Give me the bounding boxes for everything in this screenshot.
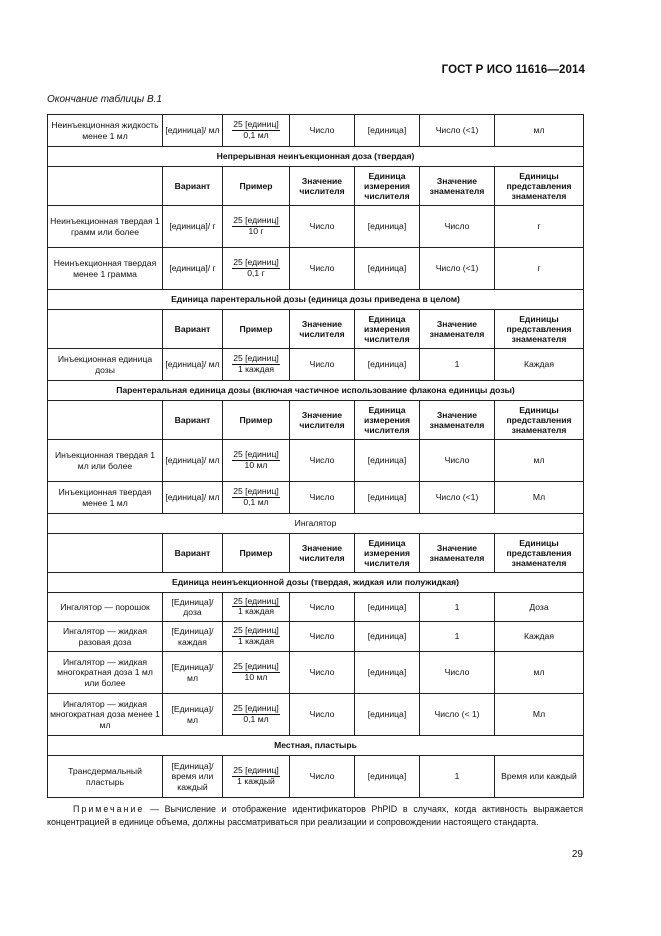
column-header: Значение числителя bbox=[290, 401, 355, 440]
column-header: Значение числителя bbox=[290, 534, 355, 573]
variant-cell: [Единица]/ мл bbox=[163, 652, 223, 694]
example-numerator: 25 [единиц] bbox=[233, 661, 279, 672]
section-title: Единица парентеральной дозы (единица дозы приведена в целом) bbox=[48, 290, 584, 310]
denominator-value-cell: Число bbox=[420, 440, 495, 482]
numerator-unit-cell: [единица] bbox=[355, 206, 420, 248]
column-header: Единицы представления знаменателя bbox=[495, 401, 584, 440]
section-title: Единица неинъекционной дозы (твердая, жидкая или полужидкая) bbox=[48, 573, 584, 593]
column-header: Единицы представления знаменателя bbox=[495, 534, 584, 573]
numerator-unit-cell: [единица] bbox=[355, 622, 420, 652]
denominator-value-cell: 1 bbox=[420, 593, 495, 622]
example-denominator: 10 г bbox=[248, 225, 264, 236]
column-header: Единицы представления знаменателя bbox=[495, 310, 584, 349]
denominator-value-cell: 1 bbox=[420, 756, 495, 798]
example-fraction bbox=[232, 258, 280, 278]
numerator-value-cell: Число bbox=[290, 694, 355, 736]
numerator-unit-cell: [единица] bbox=[355, 482, 420, 514]
column-header: Единица измерения числителя bbox=[355, 401, 420, 440]
example-numerator: 25 [единиц] bbox=[233, 765, 279, 776]
variant-cell: [Единица]/ время или каждый bbox=[163, 756, 223, 798]
example-cell bbox=[223, 756, 290, 798]
variant-cell: [единица]/ мл bbox=[163, 440, 223, 482]
section-title: Ингалятор bbox=[48, 514, 584, 534]
example-fraction bbox=[232, 216, 280, 236]
numerator-value-cell: Число bbox=[290, 206, 355, 248]
column-header-row bbox=[48, 401, 584, 440]
numerator-unit-cell: [единица] bbox=[355, 248, 420, 290]
numerator-value-cell: Число bbox=[290, 593, 355, 622]
document-standard-header: ГОСТ Р ИСО 11616—2014 bbox=[441, 64, 585, 76]
table-row bbox=[48, 593, 584, 622]
header-blank-cell bbox=[48, 167, 163, 206]
table-row bbox=[48, 652, 584, 694]
column-header-row bbox=[48, 534, 584, 573]
example-fraction bbox=[232, 704, 280, 724]
numerator-unit-cell: [единица] bbox=[355, 694, 420, 736]
example-denominator: 1 каждая bbox=[237, 606, 275, 617]
column-header: Значение знаменателя bbox=[420, 534, 495, 573]
note-text: — Вычисление и отображение идентификаторов PhPID в случаях, когда активность выражается концентрацией в единице объема, должны рассматриваться при реализации и сопровождении настоящего стандарта. bbox=[47, 804, 583, 828]
example-cell bbox=[223, 248, 290, 290]
variant-cell: [Единица]/ доза bbox=[163, 593, 223, 622]
table-row bbox=[48, 206, 584, 248]
dosage-form-cell: Ингалятор — жидкая разовая доза bbox=[48, 622, 163, 652]
denominator-unit-cell: Время или каждый bbox=[495, 756, 584, 798]
denominator-unit-cell: Доза bbox=[495, 593, 584, 622]
section-row bbox=[48, 381, 584, 401]
denominator-unit-cell: г bbox=[495, 248, 584, 290]
numerator-value-cell: Число bbox=[290, 440, 355, 482]
note-lead: Примечание bbox=[73, 804, 145, 814]
denominator-unit-cell: г bbox=[495, 206, 584, 248]
column-header: Пример bbox=[223, 401, 290, 440]
numerator-value-cell: Число bbox=[290, 349, 355, 381]
dosage-form-cell: Неинъекционная жидкость менее 1 мл bbox=[48, 115, 163, 147]
example-fraction bbox=[232, 766, 280, 786]
example-denominator: 10 мл bbox=[244, 459, 268, 470]
example-numerator: 25 [единиц] bbox=[233, 353, 279, 364]
table-row bbox=[48, 440, 584, 482]
variant-cell: [единица]/ г bbox=[163, 206, 223, 248]
denominator-value-cell: Число (< 1) bbox=[420, 694, 495, 736]
example-numerator: 25 [единиц] bbox=[233, 215, 279, 226]
table-row bbox=[48, 248, 584, 290]
dosage-form-cell: Инъекционная твердая менее 1 мл bbox=[48, 482, 163, 514]
numerator-value-cell: Число bbox=[290, 622, 355, 652]
example-fraction bbox=[232, 450, 280, 470]
column-header: Единица измерения числителя bbox=[355, 534, 420, 573]
dosage-form-cell: Ингалятор — жидкая многократная доза 1 мл или более bbox=[48, 652, 163, 694]
variant-cell: [единица]/ мл bbox=[163, 349, 223, 381]
example-cell bbox=[223, 206, 290, 248]
dosage-form-cell: Трансдермальный пластырь bbox=[48, 756, 163, 798]
example-denominator: 1 каждая bbox=[237, 635, 275, 646]
numerator-unit-cell: [единица] bbox=[355, 349, 420, 381]
denominator-value-cell: Число (<1) bbox=[420, 115, 495, 147]
header-blank-cell bbox=[48, 401, 163, 440]
column-header: Значение числителя bbox=[290, 310, 355, 349]
section-title: Непрерывная неинъекционная доза (твердая) bbox=[48, 147, 584, 167]
numerator-value-cell: Число bbox=[290, 756, 355, 798]
example-cell bbox=[223, 652, 290, 694]
table-note bbox=[47, 803, 583, 829]
section-row bbox=[48, 514, 584, 534]
section-row bbox=[48, 736, 584, 756]
variant-cell: [единица]/ г bbox=[163, 248, 223, 290]
denominator-unit-cell: мл bbox=[495, 440, 584, 482]
column-header: Значение знаменателя bbox=[420, 310, 495, 349]
example-cell bbox=[223, 593, 290, 622]
example-fraction bbox=[232, 626, 280, 646]
denominator-value-cell: Число bbox=[420, 206, 495, 248]
denominator-value-cell: 1 bbox=[420, 622, 495, 652]
column-header: Значение числителя bbox=[290, 167, 355, 206]
example-denominator: 0,1 г bbox=[247, 267, 265, 278]
column-header-row bbox=[48, 167, 584, 206]
column-header: Единицы представления знаменателя bbox=[495, 167, 584, 206]
example-cell bbox=[223, 440, 290, 482]
example-numerator: 25 [единиц] bbox=[233, 703, 279, 714]
column-header: Вариант bbox=[163, 534, 223, 573]
example-numerator: 25 [единиц] bbox=[233, 595, 279, 606]
table-row bbox=[48, 115, 584, 147]
dosage-form-cell: Ингалятор — жидкая многократная доза менее 1 мл bbox=[48, 694, 163, 736]
column-header: Вариант bbox=[163, 167, 223, 206]
example-fraction bbox=[232, 120, 280, 140]
example-numerator: 25 [единиц] bbox=[233, 486, 279, 497]
example-denominator: 0,1 мл bbox=[243, 713, 269, 724]
example-cell bbox=[223, 694, 290, 736]
header-blank-cell bbox=[48, 310, 163, 349]
variant-cell: [Единица]/ мл bbox=[163, 694, 223, 736]
section-row bbox=[48, 573, 584, 593]
example-denominator: 10 мл bbox=[244, 671, 268, 682]
dosage-form-cell: Неинъекционная твердая менее 1 грамма bbox=[48, 248, 163, 290]
column-header: Единица измерения числителя bbox=[355, 310, 420, 349]
denominator-unit-cell: мл bbox=[495, 115, 584, 147]
numerator-unit-cell: [единица] bbox=[355, 440, 420, 482]
numerator-unit-cell: [единица] bbox=[355, 652, 420, 694]
column-header: Пример bbox=[223, 534, 290, 573]
example-numerator: 25 [единиц] bbox=[233, 625, 279, 636]
table-row bbox=[48, 482, 584, 514]
column-header: Пример bbox=[223, 310, 290, 349]
dosage-form-cell: Инъекционная твердая 1 мл или более bbox=[48, 440, 163, 482]
column-header: Пример bbox=[223, 167, 290, 206]
column-header: Значение знаменателя bbox=[420, 167, 495, 206]
variant-cell: [Единица]/ каждая bbox=[163, 622, 223, 652]
table-row bbox=[48, 349, 584, 381]
example-denominator: 0,1 мл bbox=[243, 496, 269, 507]
example-fraction bbox=[232, 597, 280, 617]
example-denominator: 0,1 мл bbox=[243, 129, 269, 140]
example-cell bbox=[223, 482, 290, 514]
dosage-form-cell: Инъекционная единица дозы bbox=[48, 349, 163, 381]
numerator-value-cell: Число bbox=[290, 482, 355, 514]
dosage-units-table bbox=[47, 114, 584, 798]
denominator-unit-cell: Мл bbox=[495, 482, 584, 514]
column-header: Единица измерения числителя bbox=[355, 167, 420, 206]
example-denominator: 1 каждый bbox=[237, 775, 275, 786]
header-blank-cell bbox=[48, 534, 163, 573]
example-cell bbox=[223, 622, 290, 652]
example-numerator: 25 [единиц] bbox=[233, 449, 279, 460]
section-title: Местная, пластырь bbox=[48, 736, 584, 756]
denominator-value-cell: Число (<1) bbox=[420, 248, 495, 290]
numerator-unit-cell: [единица] bbox=[355, 593, 420, 622]
numerator-value-cell: Число bbox=[290, 248, 355, 290]
denominator-value-cell: Число (<1) bbox=[420, 482, 495, 514]
column-header: Вариант bbox=[163, 310, 223, 349]
numerator-value-cell: Число bbox=[290, 115, 355, 147]
example-cell bbox=[223, 115, 290, 147]
example-fraction bbox=[232, 662, 280, 682]
example-numerator: 25 [единиц] bbox=[233, 119, 279, 130]
table-row bbox=[48, 756, 584, 798]
column-header-row bbox=[48, 310, 584, 349]
section-row bbox=[48, 290, 584, 310]
variant-cell: [единица]/ мл bbox=[163, 482, 223, 514]
denominator-unit-cell: мл bbox=[495, 652, 584, 694]
column-header: Значение знаменателя bbox=[420, 401, 495, 440]
variant-cell: [единица]/ мл bbox=[163, 115, 223, 147]
section-title: Парентеральная единица дозы (включая частичное использование флакона единицы дозы) bbox=[48, 381, 584, 401]
table-row bbox=[48, 622, 584, 652]
numerator-unit-cell: [единица] bbox=[355, 115, 420, 147]
example-numerator: 25 [единиц] bbox=[233, 257, 279, 268]
example-denominator: 1 каждая bbox=[237, 363, 275, 374]
denominator-unit-cell: Мл bbox=[495, 694, 584, 736]
denominator-value-cell: Число bbox=[420, 652, 495, 694]
table-caption: Окончание таблицы В.1 bbox=[47, 94, 162, 105]
dosage-form-cell: Неинъекционная твердая 1 грамм или более bbox=[48, 206, 163, 248]
page-number: 29 bbox=[571, 849, 583, 860]
example-fraction bbox=[232, 354, 280, 374]
example-fraction bbox=[232, 487, 280, 507]
table-row bbox=[48, 694, 584, 736]
dosage-form-cell: Ингалятор — порошок bbox=[48, 593, 163, 622]
denominator-unit-cell: Каждая bbox=[495, 349, 584, 381]
numerator-unit-cell: [единица] bbox=[355, 756, 420, 798]
section-row bbox=[48, 147, 584, 167]
denominator-value-cell: 1 bbox=[420, 349, 495, 381]
numerator-value-cell: Число bbox=[290, 652, 355, 694]
column-header: Вариант bbox=[163, 401, 223, 440]
example-cell bbox=[223, 349, 290, 381]
denominator-unit-cell: Каждая bbox=[495, 622, 584, 652]
